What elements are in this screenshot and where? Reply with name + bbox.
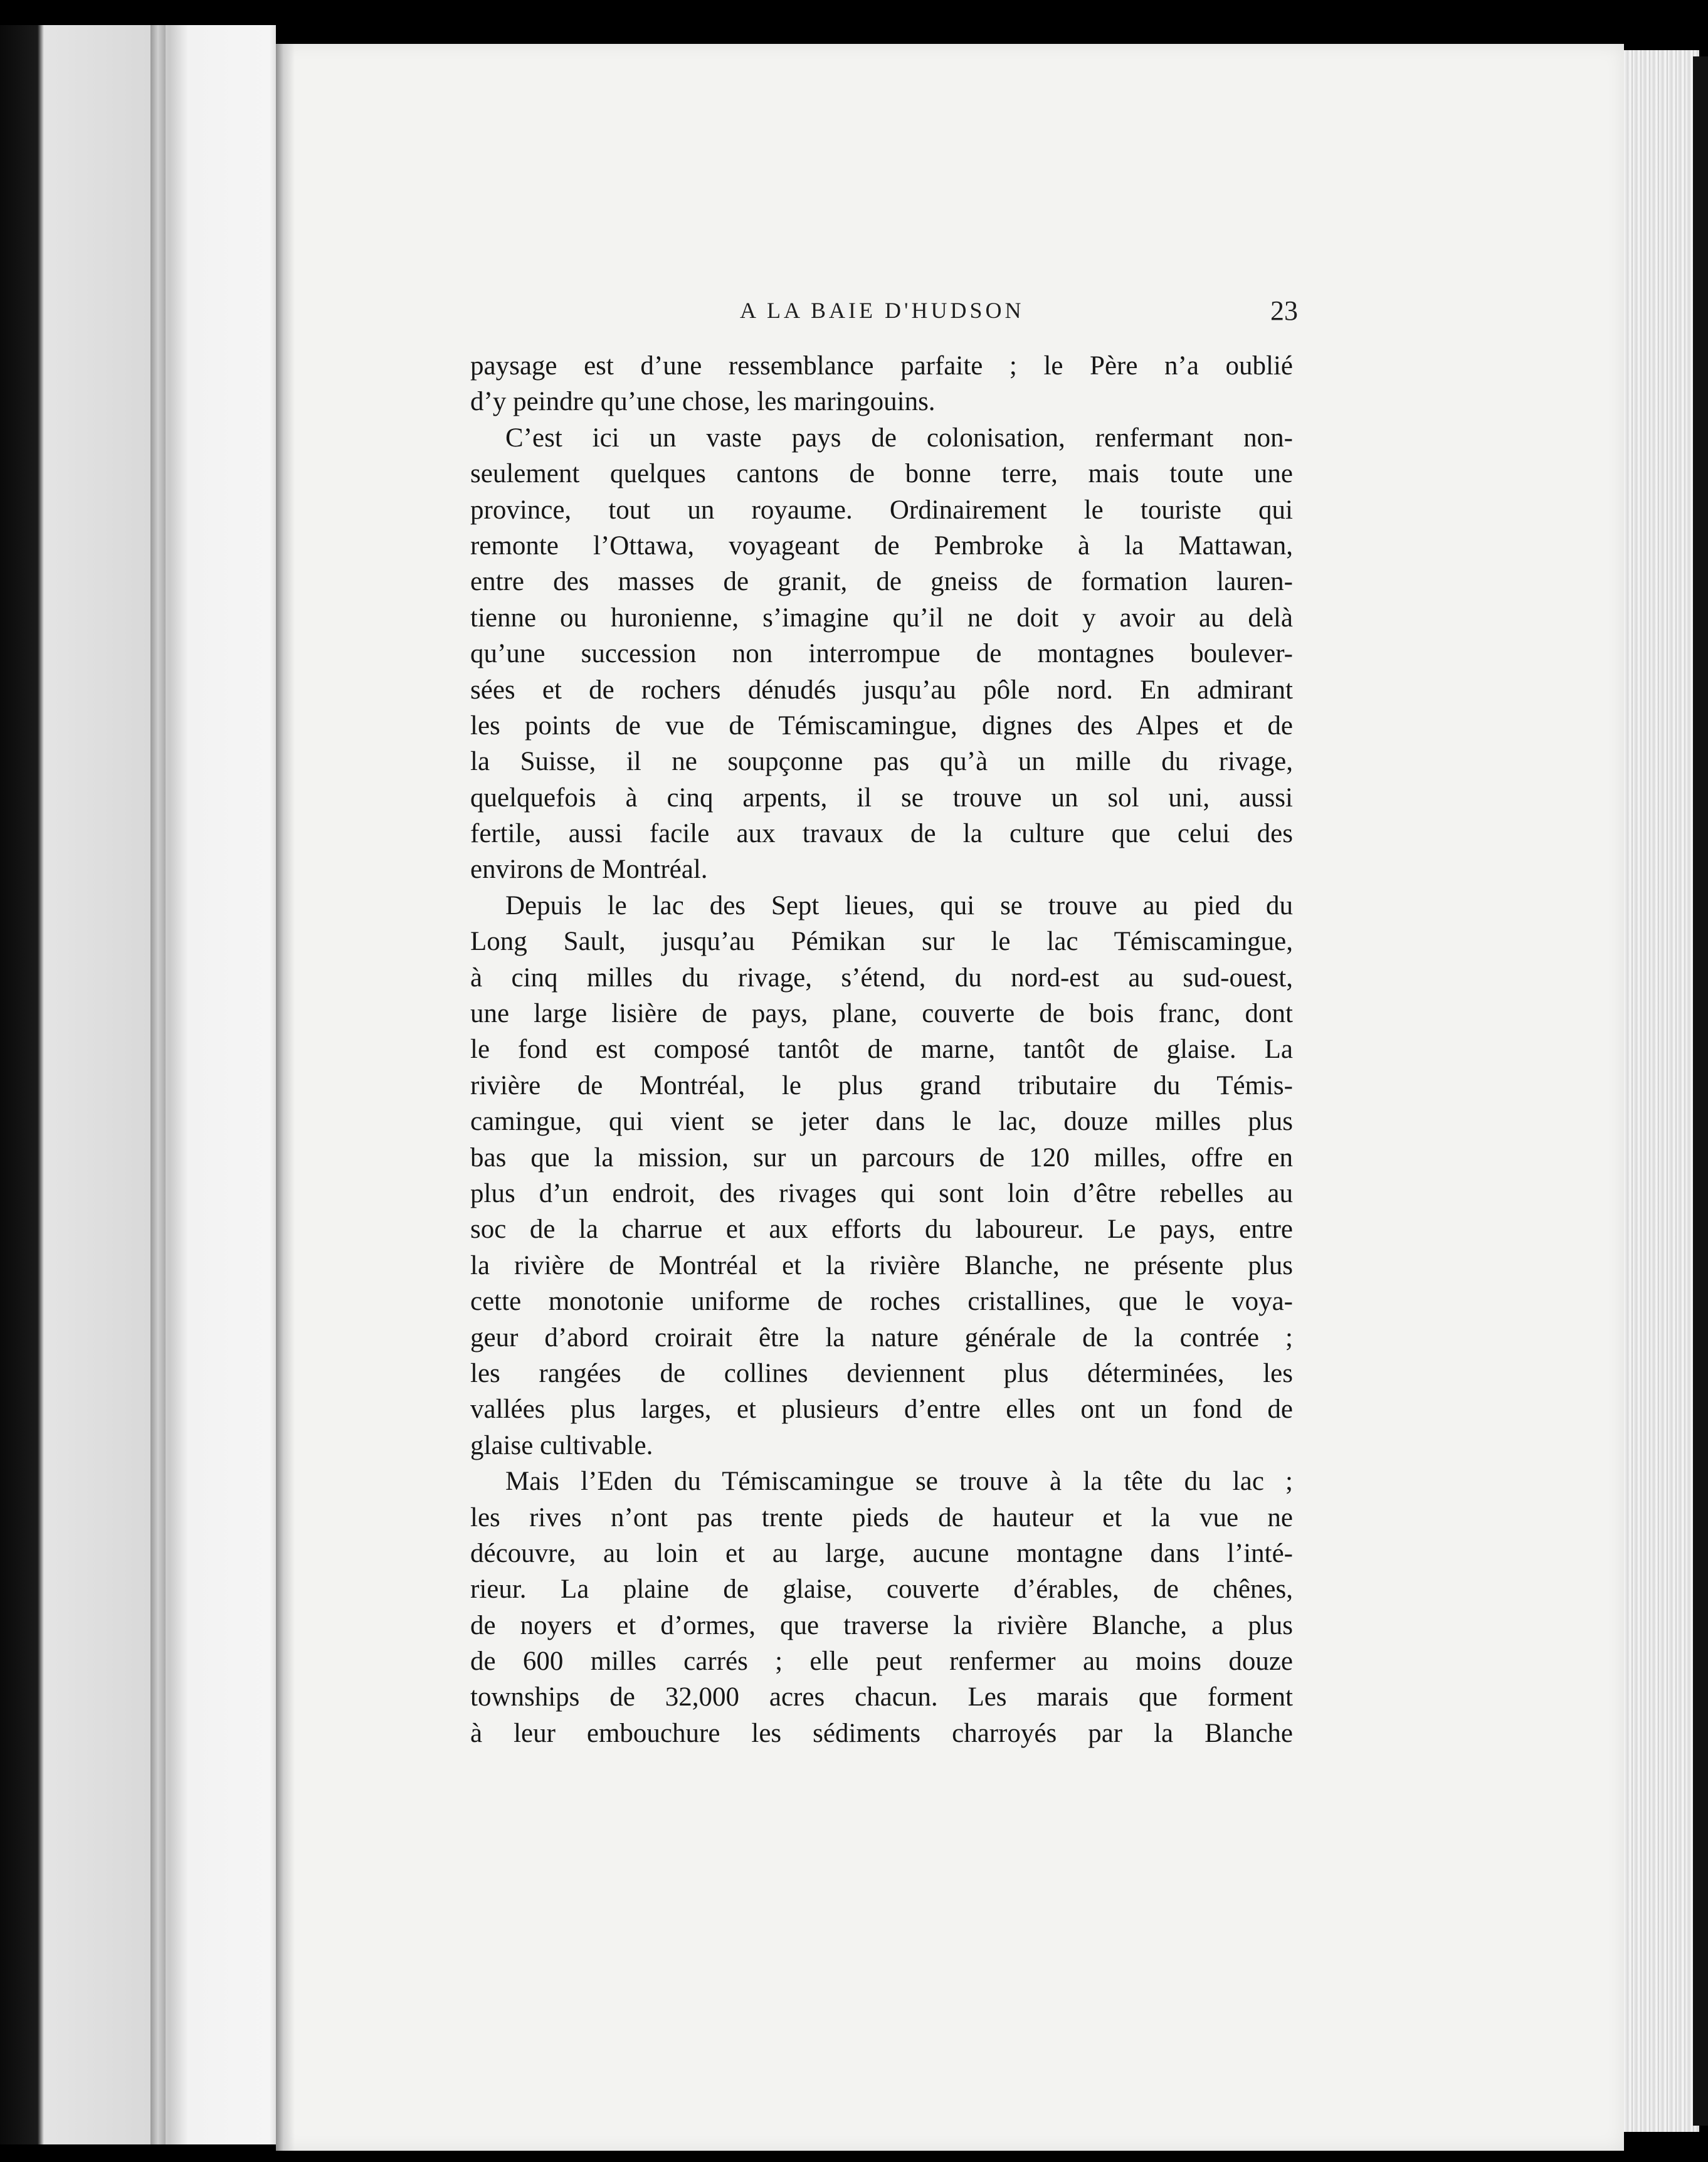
page-gutter-shadow xyxy=(276,44,295,2151)
text-line: vallées plus larges, et plusieurs d’entre elles ont un fond de xyxy=(470,1395,1293,1425)
running-header: A LA BAIE D'HUDSON xyxy=(740,298,1025,323)
text-line: tienne ou huronienne, s’imagine qu’il ne doit y avoir au delà xyxy=(470,603,1293,633)
text-line: Mais l’Eden du Témiscamingue se trouve à la tête du lac ; xyxy=(505,1467,1293,1497)
text-line: environs de Montréal. xyxy=(470,855,708,885)
book-binding xyxy=(0,25,276,2144)
text-line: à cinq milles du rivage, s’étend, du nord-est au sud-ouest, xyxy=(470,962,1293,993)
text-line: les points de vue de Témiscamingue, dignes des Alpes et de xyxy=(470,710,1293,741)
text-line: à leur embouchure les sédiments charroyés par la Blanche xyxy=(470,1718,1293,1748)
text-line: glaise cultivable. xyxy=(470,1430,653,1460)
text-line: townships de 32,000 acres chacun. Les marais que forment xyxy=(470,1682,1293,1712)
text-line: sées et de rochers dénudés jusqu’au pôle nord. En admirant xyxy=(470,675,1293,705)
text-line: rivière de Montréal, le plus grand tributaire du Témis- xyxy=(470,1070,1293,1100)
text-line: Depuis le lac des Sept lieues, qui se trouve au pied du xyxy=(505,890,1293,920)
text-line: remonte l’Ottawa, voyageant de Pembroke à la Mattawan, xyxy=(470,530,1293,561)
text-line: seulement quelques cantons de bonne terre, mais toute une xyxy=(470,459,1293,489)
text-line: plus d’un endroit, des rivages qui sont loin d’être rebelles au xyxy=(470,1178,1293,1208)
text-line: le fond est composé tantôt de marne, tantôt de glaise. La xyxy=(470,1035,1293,1065)
text-line: les rives n’ont pas trente pieds de hauteur et la vue ne xyxy=(470,1502,1293,1532)
body-text xyxy=(470,348,1293,1751)
text-line: geur d’abord croirait être la nature générale de la contrée ; xyxy=(470,1322,1293,1353)
text-line: province, tout un royaume. Ordinairement le touriste qui xyxy=(470,495,1293,525)
text-line: C’est ici un vaste pays de colonisation, renfermant non- xyxy=(505,423,1293,453)
text-line: d’y peindre qu’une chose, les maringouins. xyxy=(470,387,936,417)
page-stack-edge xyxy=(1624,50,1699,2132)
text-line: de noyers et d’ormes, que traverse la rivière Blanche, a plus xyxy=(470,1610,1293,1640)
text-line: fertile, aussi facile aux travaux de la culture que celui des xyxy=(470,819,1293,849)
text-line: cette monotonie uniforme de roches cristallines, que le voya- xyxy=(470,1287,1293,1317)
text-line: camingue, qui vient se jeter dans le lac, douze milles plus xyxy=(470,1107,1293,1137)
page-stack-shadow xyxy=(1693,56,1708,2126)
text-line: paysage est d’une ressemblance parfaite ; le Père n’a oublié xyxy=(470,351,1293,381)
text-line: qu’une succession non interrompue de montagnes boulever- xyxy=(470,639,1293,669)
text-line: la rivière de Montréal et la rivière Blanche, ne présente plus xyxy=(470,1250,1293,1280)
text-line: quelquefois à cinq arpents, il se trouve un sol uni, aussi xyxy=(470,783,1293,813)
text-line: de 600 milles carrés ; elle peut renfermer au moins douze xyxy=(470,1647,1293,1677)
page-number: 23 xyxy=(1270,295,1298,326)
text-line: rieur. La plaine de glaise, couverte d’érables, de chênes, xyxy=(470,1574,1293,1605)
text-line: Long Sault, jusqu’au Pémikan sur le lac Témiscamingue, xyxy=(470,927,1293,957)
text-line: entre des masses de granit, de gneiss de formation lauren- xyxy=(470,567,1293,597)
text-line: soc de la charrue et aux efforts du laboureur. Le pays, entre xyxy=(470,1215,1293,1245)
text-line: bas que la mission, sur un parcours de 120 milles, offre en xyxy=(470,1142,1293,1173)
binding-edge xyxy=(150,25,166,2144)
text-line: une large lisière de pays, plane, couverte de bois franc, dont xyxy=(470,999,1293,1029)
text-line: les rangées de collines deviennent plus déterminées, les xyxy=(470,1358,1293,1388)
text-line: découvre, au loin et au large, aucune montagne dans l’inté- xyxy=(470,1538,1293,1568)
text-line: la Suisse, il ne soupçonne pas qu’à un mille du rivage, xyxy=(470,747,1293,777)
